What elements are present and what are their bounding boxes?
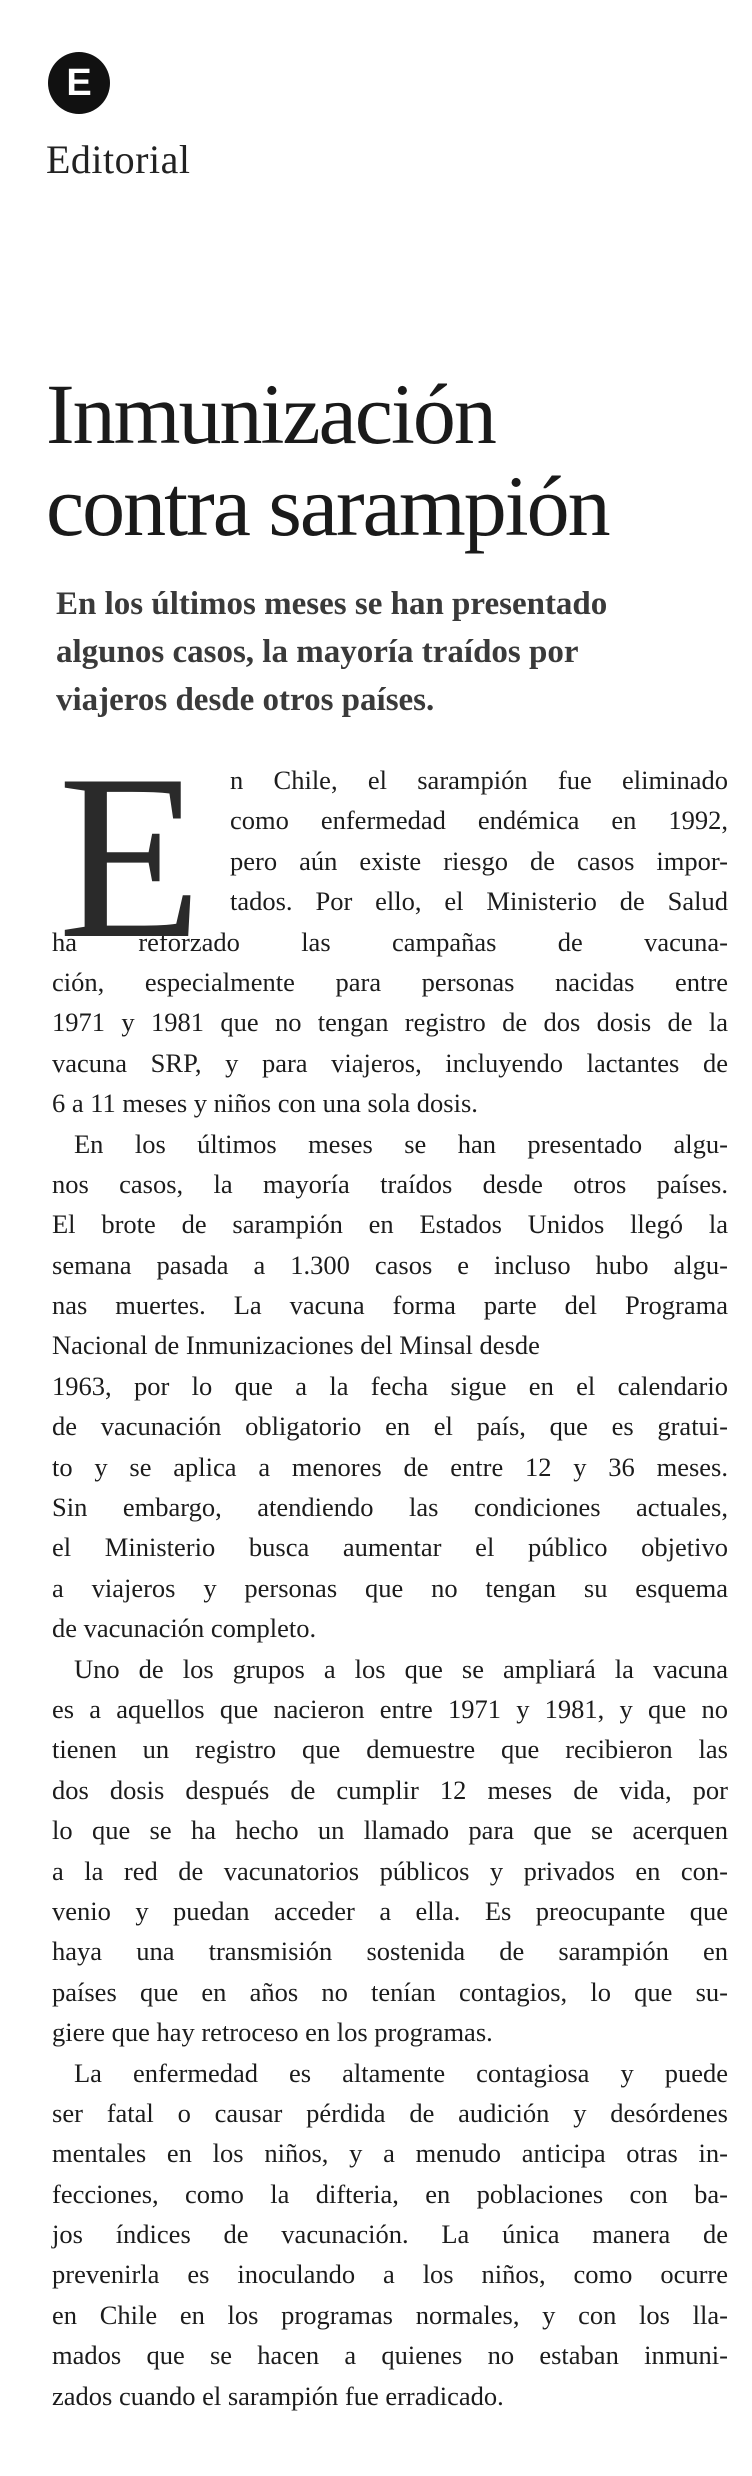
deck-line: algunos casos, la mayoría traídos por [56, 634, 579, 670]
body-line: La enfermedad es altamente contagiosa y puede [74, 2057, 728, 2088]
body-line: tienen un registro que demuestre que recibieron las [52, 1734, 728, 1765]
deck-subtitle [56, 580, 706, 724]
article-body [52, 727, 728, 2416]
body-line: 1963, por lo que a la fecha sigue en el calendario [52, 1370, 728, 1401]
body-line: 1971 y 1981 que no tengan registro de dos dosis de la [52, 1007, 728, 1038]
body-line: to y se aplica a menores de entre 12 y 36 meses. [52, 1451, 728, 1482]
body-line: fecciones, como la difteria, en poblaciones con ba- [52, 2178, 728, 2209]
body-line: tados. Por ello, el Ministerio de Salud [230, 886, 728, 917]
body-line: 6 a 11 meses y niños con una sola dosis. [52, 1088, 478, 1119]
body-line: ha reforzado las campañas de vacuna- [52, 926, 728, 957]
body-line: países que en años no tenían contagios, lo que su- [52, 1976, 728, 2007]
body-line: jos índices de vacunación. La única manera de [52, 2219, 728, 2250]
body-line: Uno de los grupos a los que se ampliará la vacuna [74, 1653, 728, 1684]
body-line: mentales en los niños, y a menudo anticipa otras in- [52, 2138, 728, 2169]
body-line: de vacunación completo. [52, 1613, 317, 1644]
body-line: a la red de vacunatorios públicos y privados en con- [52, 1855, 728, 1886]
body-line: nas muertes. La vacuna forma parte del Programa [52, 1290, 728, 1321]
body-line: ción, especialmente para personas nacidas entre [52, 966, 728, 997]
body-line: en Chile en los programas normales, y con los lla- [52, 2299, 728, 2330]
body-line: lo que se ha hecho un llamado para que se acerquen [52, 1815, 728, 1846]
body-line: de vacunación obligatorio en el país, que es gratui- [52, 1411, 728, 1442]
drop-cap: E [58, 727, 203, 988]
body-line: Sin embargo, atendiendo las condiciones actuales, [52, 1492, 728, 1523]
body-line: el Ministerio busca aumentar el público objetivo [52, 1532, 728, 1563]
deck-line: viajeros desde otros países. [56, 682, 435, 718]
body-line: vacuna SRP, y para viajeros, incluyendo lactantes de [52, 1047, 728, 1078]
body-line: Nacional de Inmunizaciones del Minsal desde [52, 1330, 540, 1361]
body-line: En los últimos meses se han presentado algu- [74, 1128, 728, 1159]
body-line: como enfermedad endémica en 1992, [230, 805, 728, 836]
section-badge-letter: E [66, 62, 92, 104]
body-line: prevenirla es inoculando a los niños, como ocurre [52, 2259, 728, 2290]
deck-line: En los últimos meses se han presentado [56, 586, 608, 622]
body-line: semana pasada a 1.300 casos e incluso hubo algu- [52, 1249, 728, 1280]
body-line: haya una transmisión sostenida de sarampión en [52, 1936, 728, 1967]
body-line: dos dosis después de cumplir 12 meses de vida, por [52, 1774, 728, 1805]
body-line: ser fatal o causar pérdida de audición y desórdenes [52, 2097, 728, 2128]
section-label: Editorial [46, 137, 191, 182]
headline-line: contra sarampión [46, 458, 609, 554]
body-line: El brote de sarampión en Estados Unidos llegó la [52, 1209, 728, 1240]
headline [46, 368, 726, 552]
body-line: zados cuando el sarampión fue erradicado. [52, 2380, 504, 2411]
body-line: es a aquellos que nacieron entre 1971 y 1981, y que no [52, 1693, 728, 1724]
body-line: mados que se hacen a quienes no estaban inmuni- [52, 2340, 728, 2371]
body-line: pero aún existe riesgo de casos impor- [230, 845, 728, 876]
body-line: n Chile, el sarampión fue eliminado [230, 765, 728, 795]
body-line: a viajeros y personas que no tengan su esquema [52, 1572, 728, 1603]
body-line: venio y puedan acceder a ella. Es preocupante que [52, 1895, 728, 1926]
body-line: nos casos, la mayoría traídos desde otros países. [52, 1168, 728, 1199]
body-line: giere que hay retroceso en los programas. [52, 2017, 493, 2048]
headline-line: Inmunización [46, 366, 495, 462]
section-badge [48, 52, 110, 114]
